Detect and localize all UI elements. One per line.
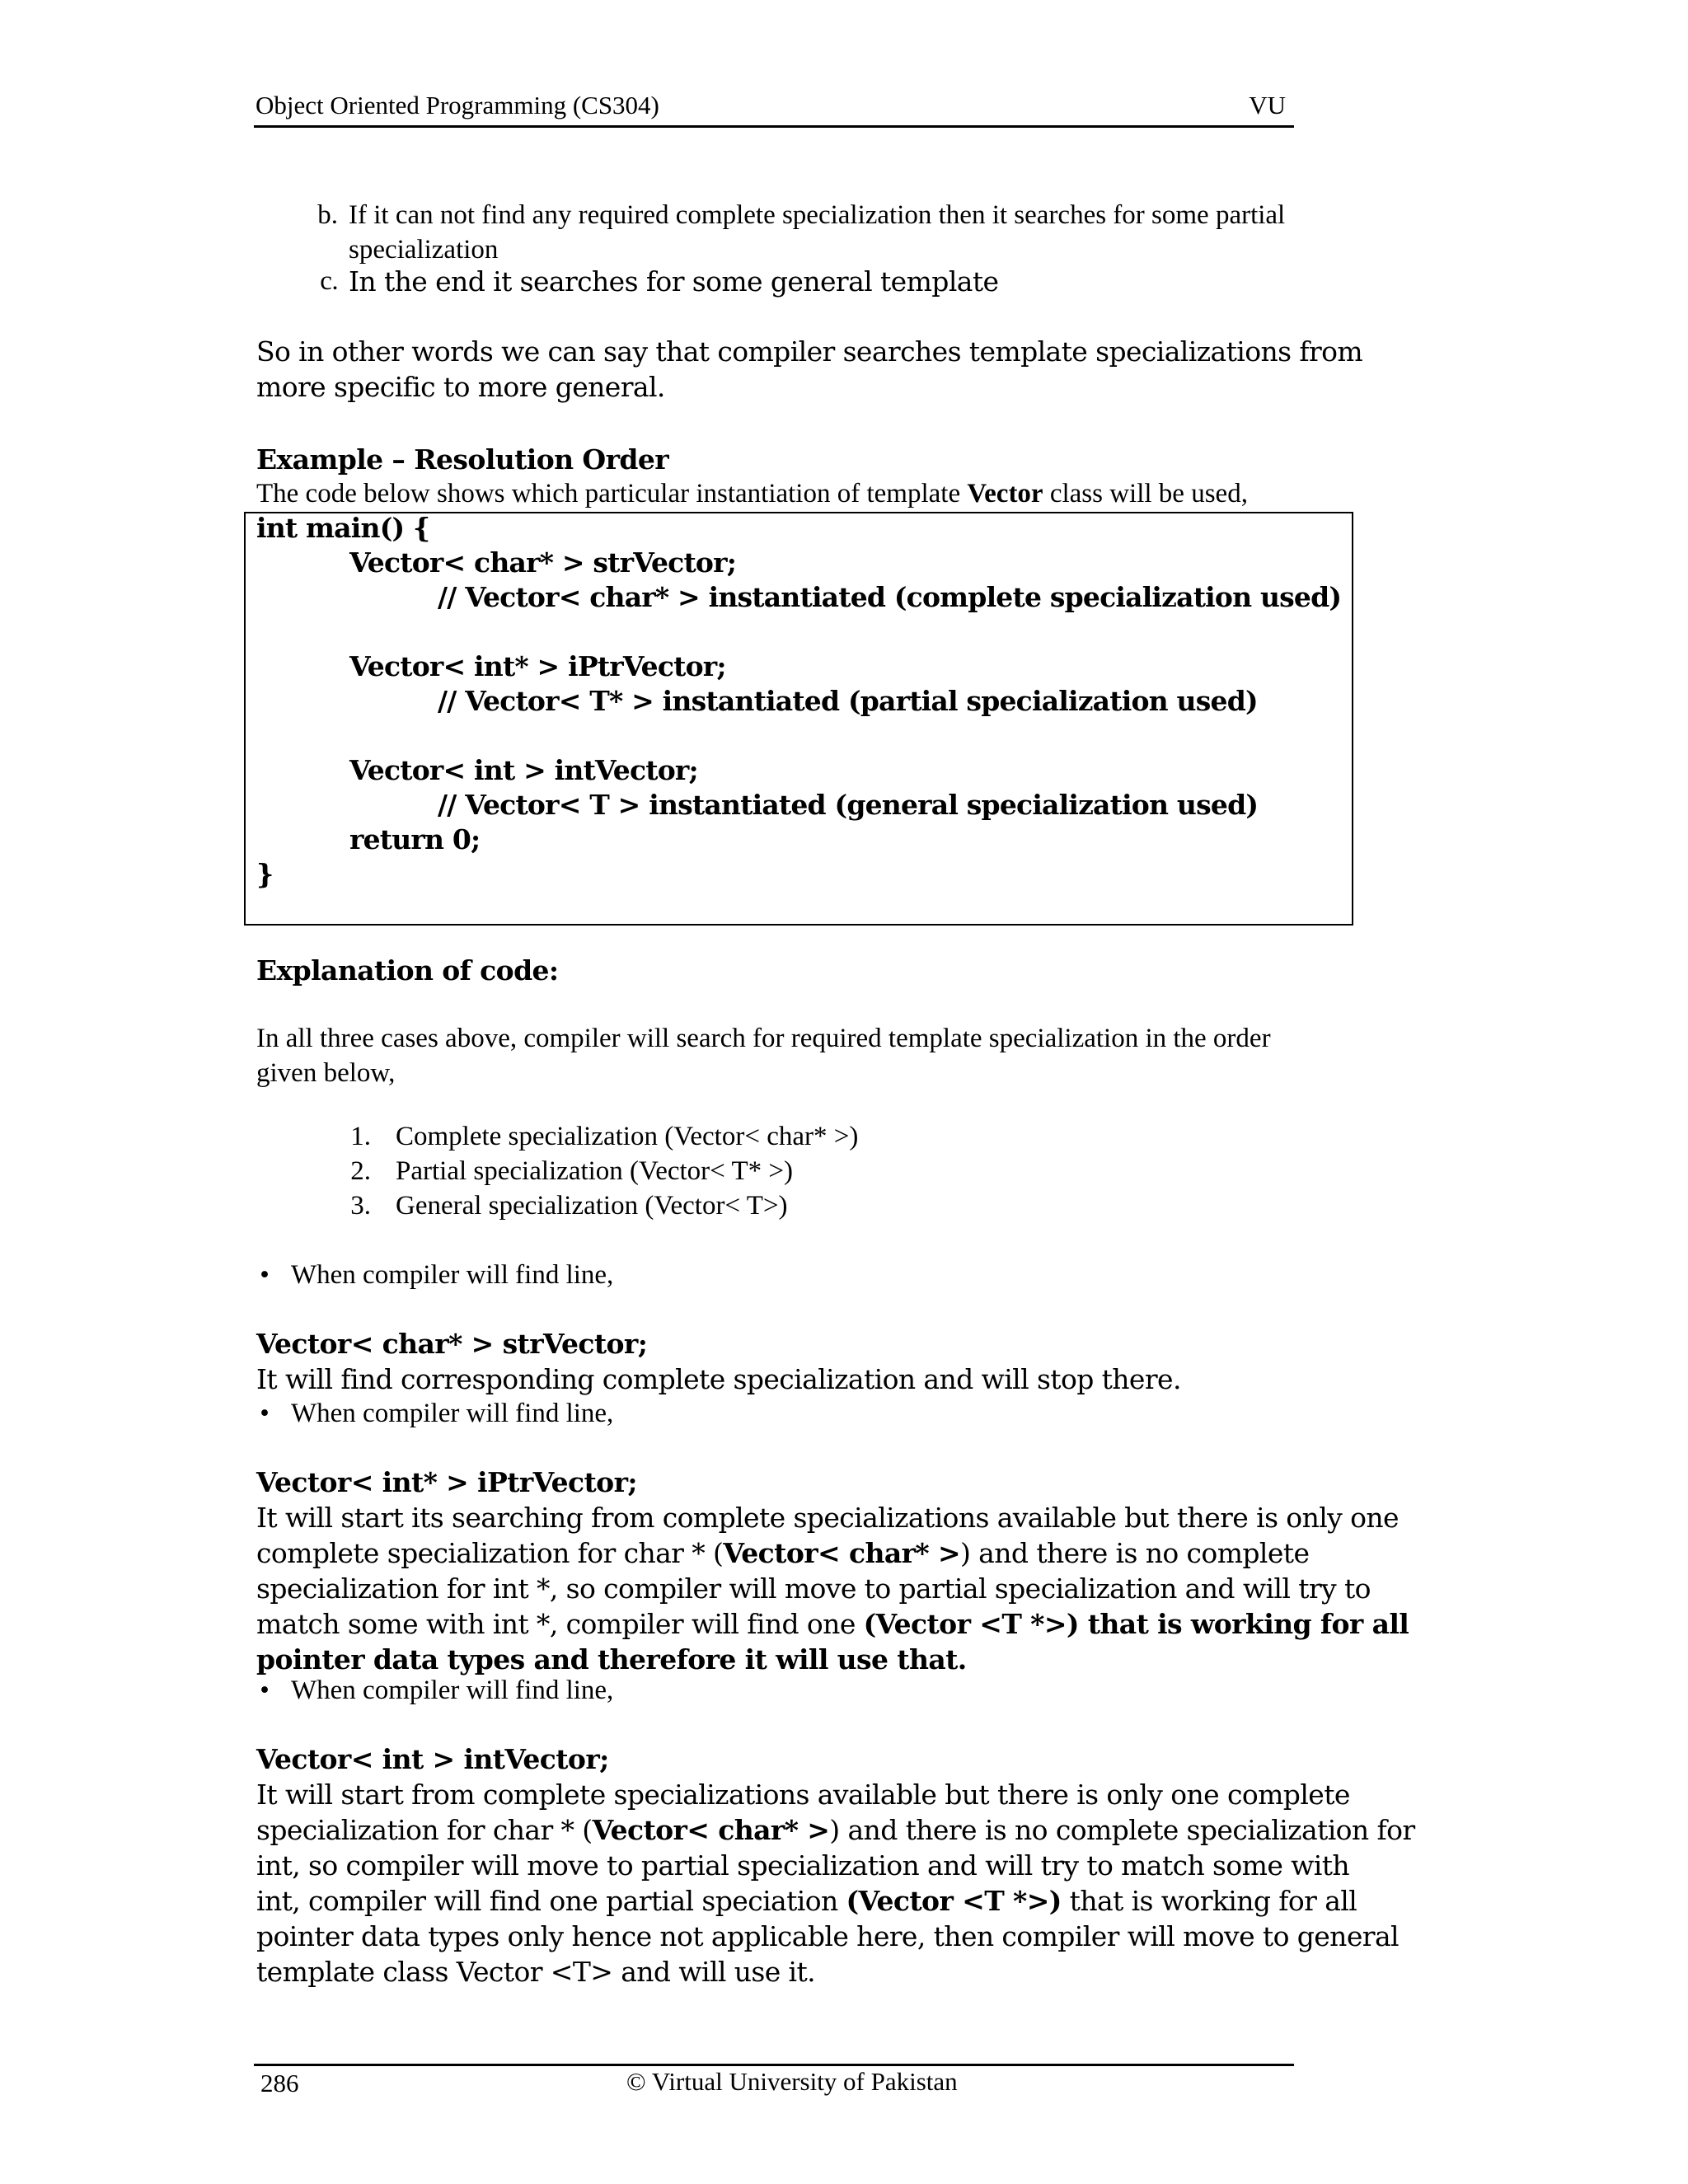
intro-class-name: Vector xyxy=(967,479,1043,509)
text-run: match some with int *, compiler will find one xyxy=(256,1608,864,1640)
paragraph-line xyxy=(256,1812,1415,1848)
page-header xyxy=(254,89,1294,128)
code-comment: // Vector< T* > instantiated (partial specialization used) xyxy=(438,685,1258,717)
list-item-text: If it can not find any required complete specialization then it searches for some partial xyxy=(349,200,1286,230)
code-line: int main() { xyxy=(256,512,430,544)
intro-text: The code below shows which particular instantiation of template xyxy=(256,479,968,509)
example-heading: Example – Resolution Order xyxy=(256,443,669,476)
institution-label: VU xyxy=(1249,91,1286,120)
bullet-text: When compiler will find line, xyxy=(291,1260,614,1290)
paragraph-line: template class Vector <T> and will use it. xyxy=(256,1956,816,1988)
page-number: 286 xyxy=(260,2069,299,2097)
footer-copyright: © Virtual University of Pakistan xyxy=(626,2067,958,2096)
list-item-text: General specialization (Vector< T>) xyxy=(396,1191,788,1221)
list-marker: b. xyxy=(317,200,338,230)
code-line: Vector< int > intVector; xyxy=(349,754,698,786)
text-run: ) and there is no complete specialization for xyxy=(829,1814,1415,1846)
code-comment: // Vector< char* > instantiated (complete specialization used) xyxy=(438,581,1342,613)
paragraph-line: pointer data types and therefore it will use that. xyxy=(256,1643,967,1675)
list-item-text: In the end it searches for some general template xyxy=(349,265,999,298)
paragraph-line: given below, xyxy=(256,1058,396,1088)
text-run-bold: Vector< char* > xyxy=(723,1537,961,1569)
text-run-bold: Vector< char* > xyxy=(592,1814,830,1846)
case3-code: Vector< int > intVector; xyxy=(256,1743,609,1775)
list-marker: c. xyxy=(320,266,338,296)
paragraph-line: int, so compiler will move to partial specialization and will try to match some with xyxy=(256,1849,1350,1882)
list-item-text: Partial specialization (Vector< T* >) xyxy=(396,1156,793,1186)
case2-paragraph xyxy=(256,1500,1409,1677)
list-item-text-continued: specialization xyxy=(349,235,499,265)
text-run: that is working for all xyxy=(1061,1885,1357,1917)
paragraph-line: So in other words we can say that compiler searches template specializations from xyxy=(256,335,1363,368)
summary-paragraph xyxy=(256,334,1362,405)
paragraph-line: It will start from complete specializations available but there is only one complete xyxy=(256,1779,1350,1811)
paragraph-line xyxy=(256,1883,1415,1919)
paragraph-line: In all three cases above, compiler will search for required template specialization in the order xyxy=(256,1024,1271,1053)
intro-text-end: class will be used, xyxy=(1043,479,1248,509)
code-line: return 0; xyxy=(349,823,481,855)
code-comment: // Vector< T > instantiated (general specialization used) xyxy=(438,789,1259,821)
list-marker: 1. xyxy=(350,1122,371,1151)
bullet-icon: • xyxy=(260,1399,270,1428)
paragraph-line: It will start its searching from complete specializations available but there is only one xyxy=(256,1502,1399,1534)
bullet-text: When compiler will find line, xyxy=(291,1675,614,1705)
case2-code: Vector< int* > iPtrVector; xyxy=(256,1466,637,1498)
text-run: int, compiler will find one partial speciation xyxy=(256,1885,846,1917)
case3-paragraph xyxy=(256,1777,1415,1990)
paragraph-line xyxy=(256,1606,1409,1642)
case1-text: It will find corresponding complete specialization and will stop there. xyxy=(256,1363,1181,1395)
example-intro xyxy=(256,476,1248,511)
case1-code: Vector< char* > strVector; xyxy=(256,1328,648,1360)
course-title: Object Oriented Programming (CS304) xyxy=(256,91,659,120)
bullet-icon: • xyxy=(260,1675,270,1705)
code-line: } xyxy=(256,858,274,890)
paragraph-line: more specific to more general. xyxy=(256,371,665,403)
bullet-text: When compiler will find line, xyxy=(291,1399,614,1428)
text-run: ) and there is no complete xyxy=(960,1537,1310,1569)
list-item-text: Complete specialization (Vector< char* >) xyxy=(396,1122,859,1151)
bullet-icon: • xyxy=(260,1260,270,1290)
list-marker: 3. xyxy=(350,1191,371,1221)
code-line: Vector< int* > iPtrVector; xyxy=(349,650,726,682)
explanation-intro xyxy=(256,1021,1271,1090)
paragraph-line: pointer data types only hence not applicable here, then compiler will move to general xyxy=(256,1920,1399,1952)
explanation-heading: Explanation of code: xyxy=(256,954,559,987)
code-line: Vector< char* > strVector; xyxy=(349,546,737,579)
text-run: complete specialization for char * ( xyxy=(256,1537,724,1569)
footer-divider xyxy=(254,2064,1294,2066)
paragraph-line xyxy=(256,1535,1409,1571)
list-marker: 2. xyxy=(350,1156,371,1186)
text-run: specialization for char * ( xyxy=(256,1814,593,1846)
paragraph-line: specialization for int *, so compiler will move to partial specialization and will try to xyxy=(256,1572,1371,1605)
text-run-bold: (Vector <T *>) that is working for all xyxy=(863,1608,1409,1640)
text-run-bold: (Vector <T *>) xyxy=(846,1885,1062,1917)
